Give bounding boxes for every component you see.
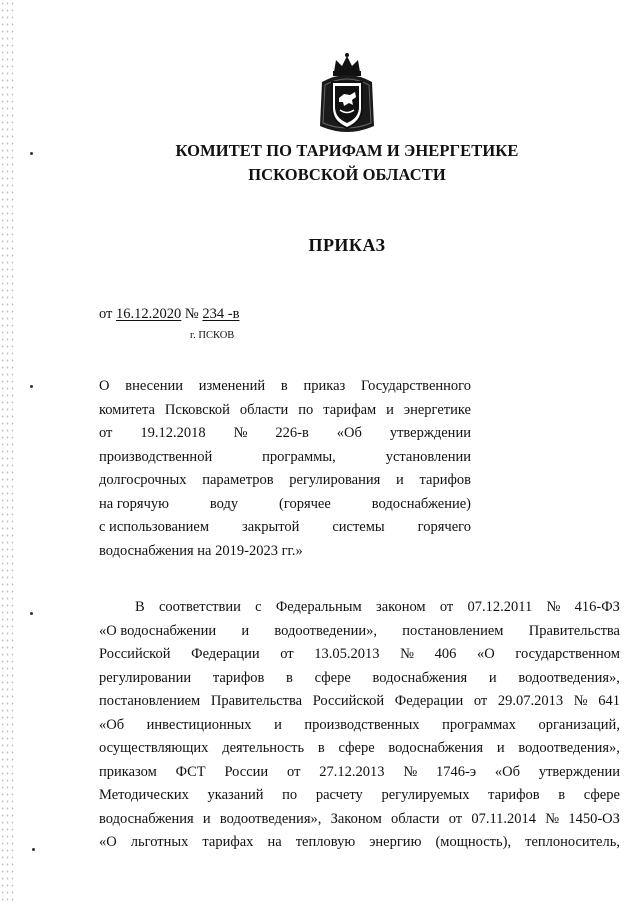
order-date: 16.12.2020 <box>116 306 182 322</box>
word: 13.05.2013 <box>314 646 380 662</box>
word: организаций, <box>538 716 620 733</box>
word: регулировании <box>99 669 192 686</box>
word: Федеральным <box>275 599 362 615</box>
word: Федерации <box>394 693 464 709</box>
word: области <box>390 810 440 827</box>
text-line <box>99 690 620 714</box>
word: на горячую <box>99 495 169 512</box>
word: водоотведении», <box>274 622 377 639</box>
word: (горячее <box>279 495 331 512</box>
word: в <box>286 669 293 686</box>
word: приказом <box>99 763 157 780</box>
word: горячего <box>417 519 471 535</box>
word: энергетике <box>403 401 471 418</box>
word: соответствии <box>158 599 241 615</box>
word: 1746-э <box>436 763 477 780</box>
word: Законом <box>330 810 382 827</box>
word: государственном <box>515 646 620 662</box>
text-line <box>99 596 620 620</box>
word: программах <box>442 716 516 733</box>
scan-speck <box>30 612 33 615</box>
word: и <box>202 810 211 827</box>
text-line: водоснабжения на 2019-2023 гг.» <box>99 542 303 559</box>
word: Методических <box>99 787 189 803</box>
word: Правительства <box>210 693 303 709</box>
word: долгосрочных <box>99 472 187 488</box>
word: и <box>396 472 404 488</box>
word: системы <box>332 519 385 535</box>
pskov-coat-of-arms-icon <box>316 52 378 136</box>
word: «О <box>477 646 495 662</box>
word: по <box>282 787 298 803</box>
word: от <box>448 810 463 827</box>
word: 07.11.2014 <box>471 810 537 827</box>
word: производственных <box>304 716 420 733</box>
word: «Об <box>99 716 125 733</box>
word: Федерации <box>191 646 260 662</box>
text-line <box>99 831 620 855</box>
word: «О <box>99 834 117 850</box>
word: инвестиционных <box>146 716 252 733</box>
word: водоотведения», <box>219 810 322 827</box>
word: Правительства <box>528 622 620 639</box>
word: указаний <box>207 787 264 803</box>
word: В <box>135 599 145 615</box>
word: от <box>99 425 113 441</box>
document-title: ПРИКАЗ <box>308 235 386 255</box>
word: от <box>287 763 301 780</box>
word: О <box>99 378 110 394</box>
word: «О водоснабжении <box>99 622 217 639</box>
word: тарифам <box>323 401 377 418</box>
text-line <box>99 737 620 761</box>
word: области <box>239 401 289 418</box>
text-line <box>99 446 471 470</box>
word: регулируемых <box>381 787 470 803</box>
body-paragraph <box>99 596 620 855</box>
word: в <box>280 378 288 394</box>
word: на <box>267 834 282 850</box>
word: производственной <box>99 448 213 465</box>
word: в <box>317 740 325 756</box>
word: № <box>403 763 418 780</box>
word: тарифов <box>488 787 540 803</box>
word: постановлением <box>402 622 504 639</box>
word: Российской <box>99 646 171 662</box>
word: и <box>488 669 497 686</box>
word: и <box>386 401 394 418</box>
text-line <box>99 643 620 667</box>
scan-speck <box>30 385 33 388</box>
word: расчету <box>315 787 363 803</box>
word: № <box>545 810 560 827</box>
org-name-line-1: КОМИТЕТ ПО ТАРИФАМ И ЭНЕРГЕТИКЕ <box>175 141 519 160</box>
word: от <box>280 646 294 662</box>
word: тарифах <box>202 834 254 850</box>
word: программы, <box>262 448 336 465</box>
word: № <box>573 693 588 709</box>
word: 416-ФЗ <box>574 599 620 615</box>
word: регулирования <box>289 472 381 488</box>
word: с <box>255 599 262 615</box>
word: 226-в <box>275 425 309 441</box>
word: осуществляющих <box>99 740 209 756</box>
scan-edge-noise <box>0 0 14 905</box>
word: водоснабжения <box>388 740 484 756</box>
word: 27.12.2013 <box>319 763 385 780</box>
word: утверждении <box>538 763 620 780</box>
date-number-line <box>99 306 239 323</box>
word: «Об <box>494 763 520 780</box>
word: 29.07.2013 <box>497 693 564 709</box>
word: льготных <box>130 834 189 850</box>
word: Псковской <box>164 401 230 418</box>
number-sign: № <box>184 306 199 322</box>
word: по <box>298 401 314 418</box>
word: приказ <box>303 378 346 394</box>
word: законом <box>375 599 426 615</box>
word: и <box>274 716 282 733</box>
word: воду <box>209 495 239 512</box>
word: Государственного <box>361 378 471 394</box>
word: 406 <box>434 646 457 662</box>
word: внесении <box>125 378 183 394</box>
word: энергию <box>369 834 422 850</box>
text-line <box>99 620 620 644</box>
word: сфере <box>583 787 620 803</box>
word: параметров <box>202 472 274 488</box>
city-label: г. ПСКОВ <box>190 330 235 341</box>
word: № <box>546 599 561 615</box>
word: изменений <box>198 378 266 394</box>
text-line <box>99 422 471 446</box>
word: № <box>400 646 415 662</box>
word: водоотведения», <box>518 669 620 686</box>
word: сфере <box>314 669 351 686</box>
text-line <box>99 399 471 423</box>
from-label: от <box>99 306 113 322</box>
word: № <box>233 425 248 441</box>
word: водоснабжение) <box>371 495 471 512</box>
word: от <box>473 693 488 709</box>
text-line <box>99 714 620 738</box>
word: закрытой <box>242 519 300 535</box>
word: (мощность), <box>435 834 512 850</box>
subject-block <box>99 375 471 563</box>
word: ФСТ <box>175 763 206 780</box>
word: 1450-ОЗ <box>568 810 620 827</box>
word: и <box>241 622 250 639</box>
word: утверждении <box>389 425 471 441</box>
word: Российской <box>312 693 385 709</box>
word: с использованием <box>99 519 210 535</box>
word: установлении <box>385 448 471 465</box>
text-line <box>99 667 620 691</box>
word: тарифов <box>419 472 471 488</box>
word: 19.12.2018 <box>140 425 206 441</box>
word: комитета <box>99 401 155 418</box>
word: водоснабжения <box>372 669 468 686</box>
text-line <box>99 808 620 832</box>
scan-speck <box>32 848 35 851</box>
text-line <box>99 375 471 399</box>
word: водоотведения», <box>518 740 620 756</box>
word: постановлением <box>99 693 201 709</box>
org-name-line-2: ПСКОВСКОЙ ОБЛАСТИ <box>248 165 446 184</box>
word: деятельность <box>222 740 305 756</box>
word: 07.12.2011 <box>467 599 533 615</box>
word: России <box>224 763 269 780</box>
word: «Об <box>336 425 362 441</box>
text-line <box>99 516 471 540</box>
word: от <box>439 599 454 615</box>
word: сфере <box>338 740 375 756</box>
word: водоснабжения <box>99 810 194 827</box>
text-line <box>99 761 620 785</box>
word: тарифов <box>212 669 265 686</box>
text-line <box>99 493 471 517</box>
word: в <box>558 787 566 803</box>
text-line <box>99 469 471 493</box>
word: и <box>496 740 505 756</box>
text-line <box>99 784 620 808</box>
order-number: 234 -в <box>202 306 240 322</box>
word: теплоноситель, <box>525 834 620 850</box>
scan-speck <box>30 152 33 155</box>
word: 641 <box>598 693 620 709</box>
word: тепловую <box>295 834 356 850</box>
